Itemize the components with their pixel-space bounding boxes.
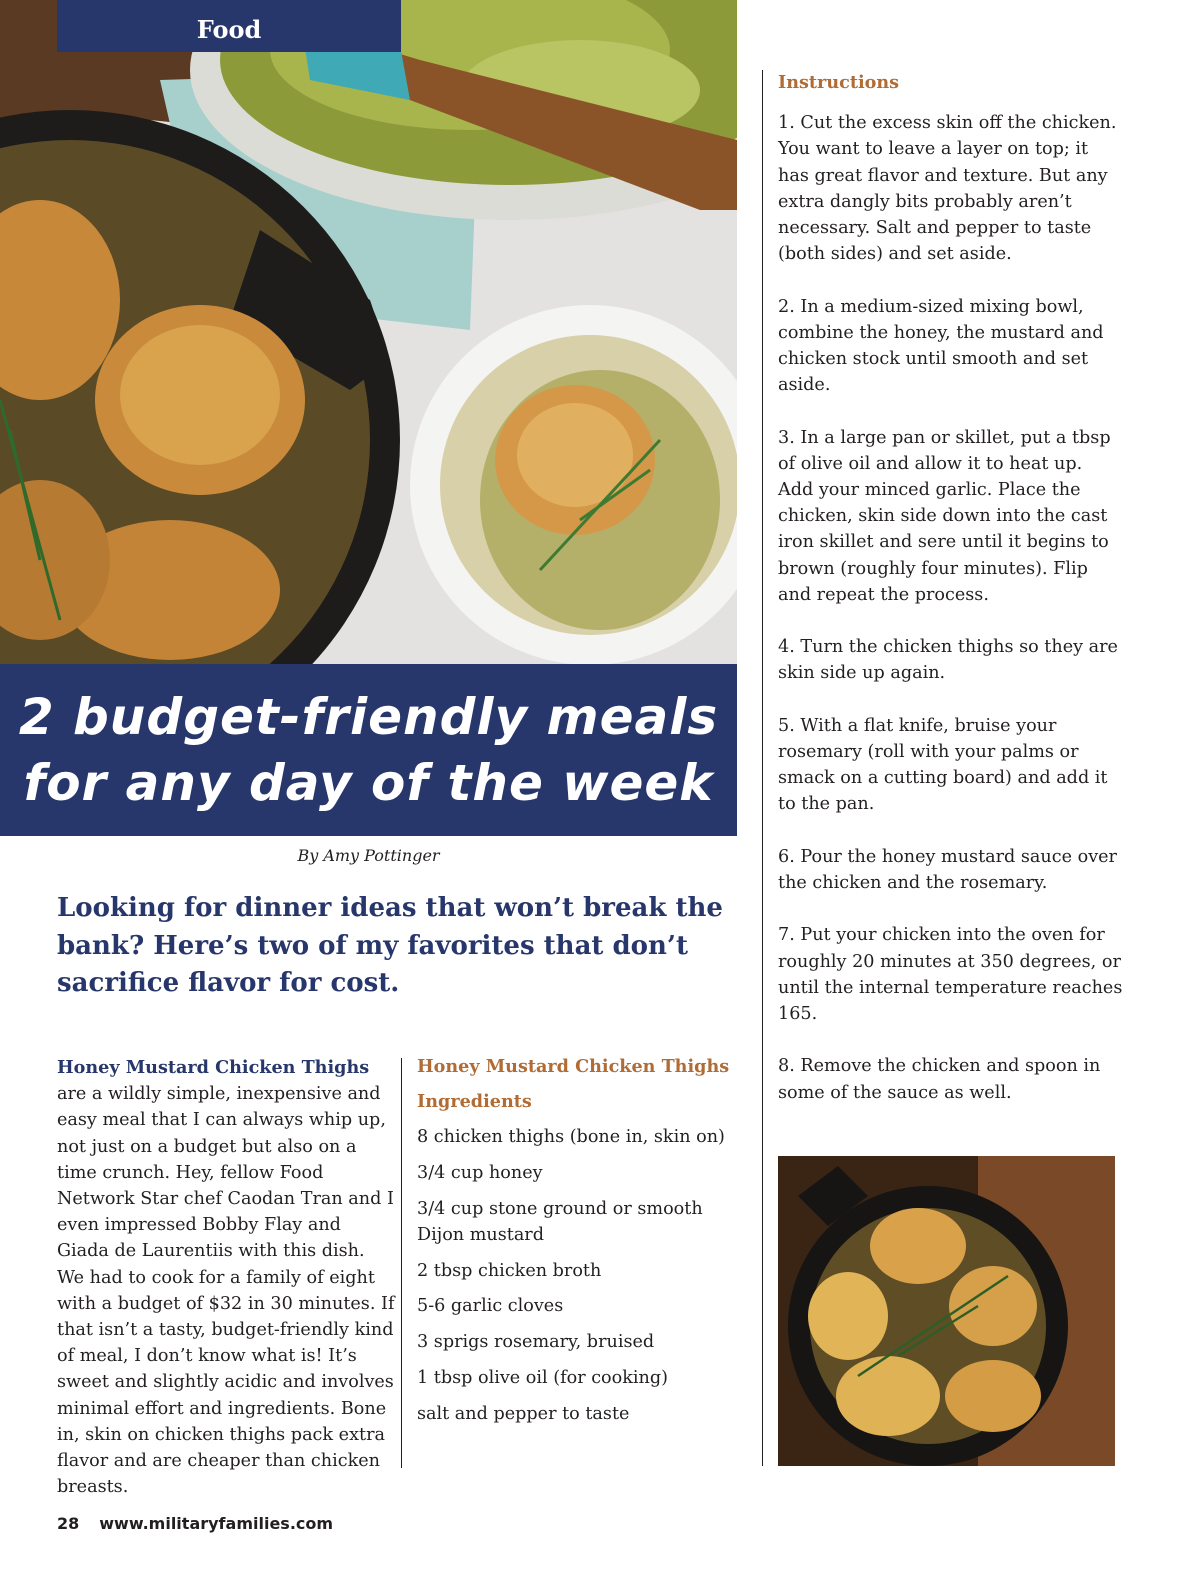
ingredient-item: 3/4 cup honey [417, 1162, 543, 1183]
page-footer [57, 1514, 333, 1533]
intro-deck: Looking for dinner ideas that won’t break the bank? Here’s two of my favorites that don’t sacrifice flavor for cost. [57, 893, 723, 998]
body-text: are a wildly simple, inexpensive and easy meal that I can always whip up, not just on a budget but also on a time crunch. Hey, fellow Food Network Star chef Caodan Tran and I even impressed Bobby Flay and Giada de Laurentiis with this dish. We had to cook for a family of eight with a budget of $32 in 30 minutes. If that isn’t a tasty, budget-friendly kind of meal, I don’t know what is! It’s sweet and slightly acidic and involves minimal effort and ingredients. Bone in, skin on chicken thighs pack extra flavor and are cheaper than chicken breasts. [57, 1084, 395, 1498]
ingredient-item: 5-6 garlic cloves [417, 1296, 564, 1317]
section-tag: Food [57, 0, 401, 52]
instruction-step: 3. In a large pan or skillet, put a tbsp of olive oil and allow it to heat up. Add your minced garlic. Place the chicken, skin side down into the cast iron skillet and sere until it begins to brown (roughly four minutes). Flip and repeat the process. [778, 427, 1111, 605]
instructions-column [778, 70, 1123, 1132]
page-number: 28 [57, 1514, 80, 1533]
instruction-step: 7. Put your chicken into the oven for roughly 20 minutes at 350 degrees, or until the internal temperature reaches 165. [778, 925, 1123, 1025]
ingredients-column [417, 1055, 747, 1437]
instructions-list [778, 110, 1123, 1106]
body-paragraph [57, 1055, 397, 1500]
instruction-step: 5. With a flat knife, bruise your rosemary (roll with your palms or smack on a cutting board) and add it to the pan. [778, 715, 1108, 815]
column-divider [401, 1058, 402, 1468]
website-link[interactable]: www.militaryfamilies.com [99, 1514, 334, 1533]
ingredient-item: 3/4 cup stone ground or smooth Dijon mustard [417, 1198, 703, 1245]
hero-photo [0, 0, 737, 664]
body-heading: Honey Mustard Chicken Thighs [57, 1057, 370, 1078]
instruction-step: 6. Pour the honey mustard sauce over the chicken and the rosemary. [778, 846, 1117, 894]
ingredients-heading: Ingredients [417, 1091, 532, 1112]
ingredient-item: 8 chicken thighs (bone in, skin on) [417, 1127, 725, 1147]
ingredient-item: salt and pepper to taste [417, 1403, 630, 1424]
instructions-heading: Instructions [778, 72, 900, 93]
skillet-photo [778, 1156, 1115, 1466]
instruction-step: 4. Turn the chicken thighs so they are skin side up again. [778, 637, 1118, 684]
instruction-step: 8. Remove the chicken and spoon in some of the sauce as well. [778, 1056, 1101, 1103]
ingredient-item: 2 tbsp chicken broth [417, 1260, 602, 1281]
column-divider [762, 70, 763, 1466]
ingredient-item: 3 sprigs rosemary, bruised [417, 1332, 655, 1353]
instruction-step: 1. Cut the excess skin off the chicken. You want to leave a layer on top; it has great flavor and texture. But any extra dangly bits probably aren’t necessary. Salt and pepper to taste (both sides) and set aside. [778, 113, 1117, 265]
page-title-line-2: for any day of the week [23, 754, 714, 812]
body-column [57, 1055, 397, 1500]
ingredient-item: 1 tbsp olive oil (for cooking) [417, 1367, 668, 1388]
instruction-step: 2. In a medium-sized mixing bowl, combine the honey, the mustard and chicken stock until smooth and set aside. [778, 296, 1104, 396]
byline: By Amy Pottinger [297, 846, 440, 865]
title-band [0, 664, 737, 836]
ingredients-list [417, 1124, 747, 1427]
recipe-title: Honey Mustard Chicken Thighs [417, 1056, 730, 1077]
page-title-line-1: 2 budget-friendly meals [18, 688, 719, 746]
